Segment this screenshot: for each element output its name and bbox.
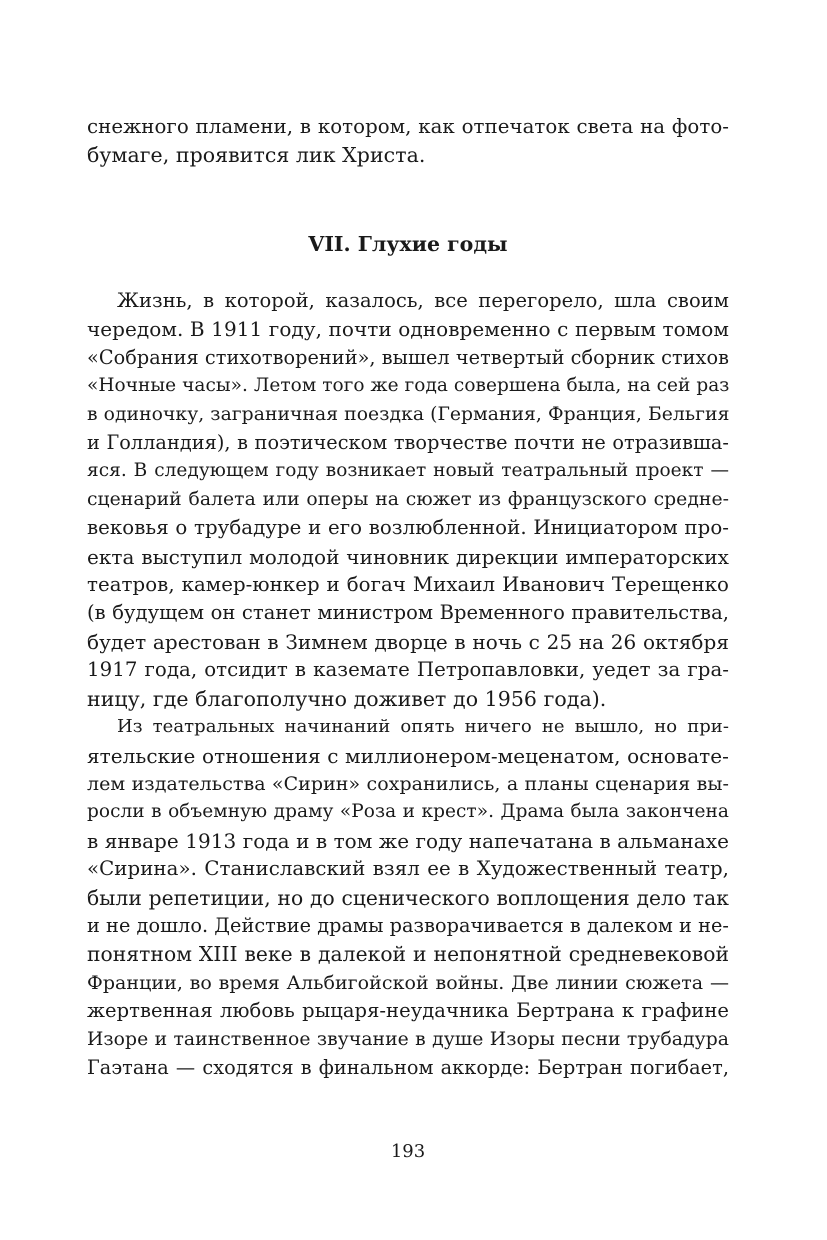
text-line: яся. В следующем году возникает новый театральный проект — [87, 460, 729, 482]
paragraph [87, 287, 729, 713]
text-line: Изоре и таинственное звучание в душе Изоры песни трубадура [87, 1028, 729, 1050]
text-line: екта выступил молодой чиновник дирекции императорских [87, 544, 729, 569]
text-line: (в будущем он станет министром Временного правительства, [87, 601, 729, 625]
text-line: «Сирина». Станиславский взял ее в Художественный театр, [87, 857, 729, 881]
text-line: Из театральных начинаний опять ничего не вышло, но при- [117, 716, 729, 738]
body-text [87, 287, 729, 1082]
text-line: ятельские отношения с миллионером-меценатом, основате- [87, 743, 729, 768]
text-line: сценарий балета или оперы на сюжет из французского средне- [87, 488, 729, 510]
text-line: жертвенная любовь рыцаря-неудачника Бертрана к графине [87, 999, 729, 1023]
text-line: «Собрания стихотворений», вышел четвертый сборник стихов [87, 345, 729, 369]
page-number: 193 [390, 1141, 426, 1162]
text-line: Жизнь, в которой, казалось, все перегорело, шла своим [117, 289, 729, 312]
text-line: 1917 года, отсидит в каземате Петропавловки, уедет за гра- [87, 658, 729, 682]
text-line: будет арестован в Зимнем дворце в ночь с 25 на 26 октября [87, 629, 729, 654]
text-line: в одиночку, заграничная поездка (Германия, Франция, Бельгия [87, 403, 730, 425]
chapter-heading: VII. Глухие годы [308, 232, 508, 256]
paragraph [87, 713, 729, 1082]
text-line: снежного пламени, в котором, как отпечаток света на фото- [87, 115, 729, 138]
text-line: лем издательства «Сирин» сохранились, а планы сценария вы- [87, 772, 729, 795]
text-line: бумаге, проявится лик Христа. [87, 143, 426, 168]
text-line: Гаэтана — сходятся в финальном аккорде: Бертран погибает, [87, 1055, 729, 1079]
text-line: ницу, где благополучно доживет до 1956 года). [87, 686, 607, 711]
text-line: были репетиции, но до сценического воплощения дело так [87, 885, 729, 910]
text-line: понятном XIII веке в далекой и непонятной средневековой [87, 942, 729, 967]
text-line: и Голландия), в поэтическом творчестве почти не отразивша- [87, 431, 729, 455]
text-line: театров, камер-юнкер и богач Михаил Иванович Терещенко [87, 573, 729, 597]
text-line: вековья о трубадуре и его возлюбленной. Инициатором про- [87, 516, 729, 540]
text-line: «Ночные часы». Летом того же года совершена была, на сей раз [87, 375, 730, 397]
text-line: росли в объемную драму «Роза и крест». Драма была закончена [87, 801, 729, 823]
text-line: и не дошло. Действие драмы разворачивается в далеком и не- [87, 913, 729, 937]
text-line: в январе 1913 года и в том же году напечатана в альманахе [87, 828, 729, 853]
continuation-paragraph [87, 113, 729, 170]
text-line: чередом. В 1911 году, почти одновременно с первым томом [87, 317, 729, 342]
text-line: Франции, во время Альбигойской войны. Две линии сюжета — [87, 971, 729, 994]
